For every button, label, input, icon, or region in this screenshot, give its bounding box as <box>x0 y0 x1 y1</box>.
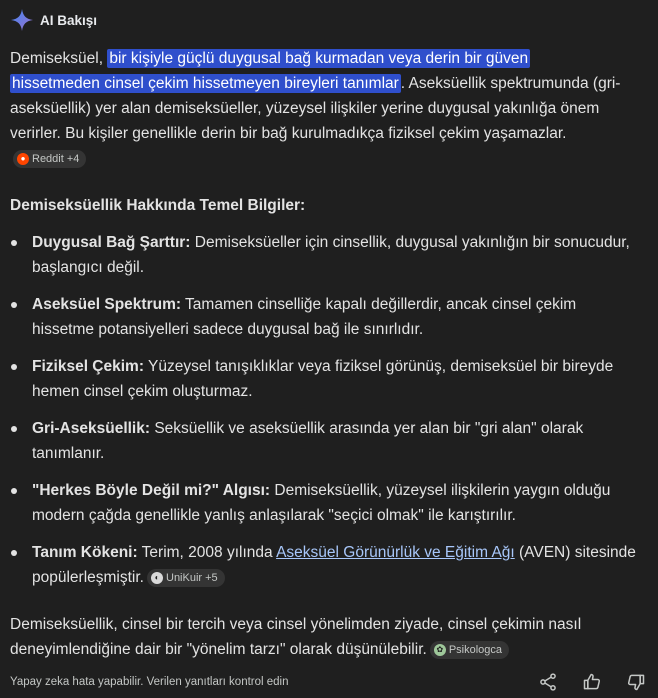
item-text: Yüzeysel tanışıklıklar veya fiziksel görünüş, demiseksüel bir bireyde hemen cinsel çekim oluşturmaz. <box>32 358 614 400</box>
psikologca-icon: ✿ <box>434 644 446 656</box>
source-chip-label: Psikologca <box>448 643 503 656</box>
reddit-icon: ● <box>17 153 29 165</box>
list-item <box>10 230 640 280</box>
list-item <box>10 478 640 528</box>
source-chip-label: UniKuir +5 <box>166 571 218 584</box>
key-facts-list <box>10 230 640 590</box>
bullet-icon <box>11 302 17 308</box>
intro-lead: Demiseksüel, <box>10 50 108 67</box>
item-term: Duygusal Bağ Şarttır: <box>32 234 191 251</box>
item-text: Demiseksüellik, yüzeysel ilişkilerin yaygın olduğu modern çağda genellikle yanlış anlaşılarak "seçici olmak" ile karıştırılır. <box>32 482 611 524</box>
thumbs-up-icon[interactable] <box>582 672 602 692</box>
item-text: Tamamen cinselliğe kapalı değillerdir, ancak cinsel çekim hissetme potansiyelleri sadece duygusal bağ ile sınırlıdır. <box>32 296 577 338</box>
bullet-icon <box>11 364 17 370</box>
source-chip-unikuir[interactable] <box>147 569 225 587</box>
bullet-icon <box>11 240 17 246</box>
list-item <box>10 292 640 342</box>
ai-overview-content <box>10 46 640 662</box>
item-term: Tanım Kökeni: <box>32 544 138 561</box>
aven-link[interactable]: Aseksüel Görünürlük ve Eğitim Ağı <box>276 544 515 561</box>
list-item-origin <box>10 540 640 590</box>
highlighted-definition-2: hissetmeden cinsel çekim hissetmeyen bireyleri tanımlar <box>12 75 399 92</box>
item-term: Gri-Aseksüellik: <box>32 420 151 437</box>
bullet-icon <box>11 426 17 432</box>
intro-paragraph <box>10 46 640 171</box>
closing-paragraph <box>10 612 640 662</box>
item-text: Demiseksüeller için cinsellik, duygusal yakınlığın bir sonucudur, başlangıcı değil. <box>32 234 630 276</box>
bullet-icon <box>11 550 17 556</box>
item-term: Fiziksel Çekim: <box>32 358 144 375</box>
item-term: "Herkes Böyle Değil mi?" Algısı: <box>32 482 271 499</box>
list-item <box>10 354 640 404</box>
list-item <box>10 416 640 466</box>
ai-overview-header <box>10 8 97 32</box>
disclaimer: Yapay zeka hata yapabilir. Verilen yanıtları kontrol edin <box>10 676 289 688</box>
item-text: Terim, 2008 yılında <box>137 544 277 561</box>
intro-rest: . Aseksüellik spektrumunda (gri-aseksüellik) yer alan demiseksüeller, yüzeysel ilişkiler yerine duygusal yakınlığa önem verirler. Bu kişiler genellikle derin bir bağ kurulmadıkça fiziksel çekim yaşamazlar. <box>10 75 621 142</box>
item-text: (AVEN) sitesinde popülerleşmiştir. <box>32 544 636 586</box>
source-chip-psikologca[interactable] <box>430 641 509 659</box>
item-term: Aseksüel Spektrum: <box>32 296 182 313</box>
section-title: Demiseksüellik Hakkında Temel Bilgiler: <box>10 197 306 214</box>
share-icon[interactable] <box>538 672 558 692</box>
source-chip-reddit[interactable] <box>13 150 86 168</box>
highlighted-definition-1: bir kişiyle güçlü duygusal bağ kurmadan veya derin bir güven <box>109 50 529 67</box>
ai-overview-title: AI Bakışı <box>40 12 98 28</box>
sparkle-icon <box>10 8 34 32</box>
source-chip-label: Reddit +4 <box>32 152 80 165</box>
item-text: Seksüellik ve aseksüellik arasında yer alan bir "gri alan" olarak tanımlanır. <box>32 420 584 462</box>
feedback-actions <box>538 672 646 692</box>
thumbs-down-icon[interactable] <box>626 672 646 692</box>
unikuir-icon: ◐ <box>151 572 163 584</box>
bullet-icon <box>11 488 17 494</box>
closing-text: Demiseksüellik, cinsel bir tercih veya cinsel yönelimden ziyade, cinsel çekimin nasıl deneyimlendiğine dair bir "yönelim tarzı" olarak düşünülebilir. <box>10 616 582 658</box>
